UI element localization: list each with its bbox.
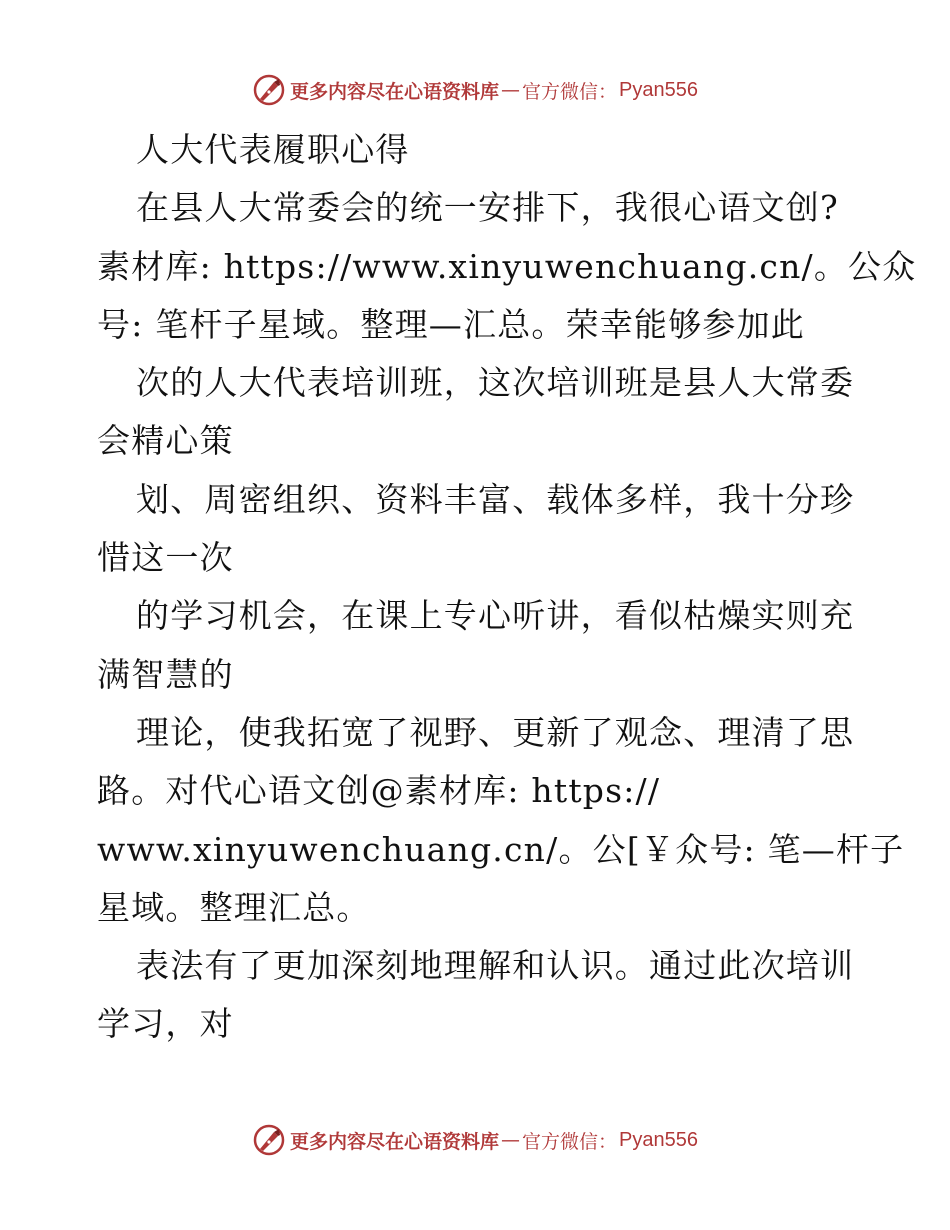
text-line: 划、周密组织、资料丰富、载体多样，我十分珍 [136,479,855,519]
text-line: 理论，使我拓宽了视野、更新了观念、理清了思 [136,712,855,752]
pen-nib-logo-icon [252,73,286,107]
text-line: 号: 笔杆子星域。整理—汇总。荣幸能够参加此 [97,304,806,344]
banner-separator: — [501,79,521,101]
banner-separator: — [501,1129,521,1151]
banner-wechat-label: 官方微信： [522,1130,618,1153]
text-line: 次的人大代表培训班，这次培训班是县人大常委 [136,363,855,403]
banner-wechat-label: 官方微信： [522,80,618,103]
text-line: 素材库: https://www.xinyuwenchuang.cn/。公众 [97,246,917,286]
header-banner [0,70,950,110]
text-line: 的学习机会，在课上专心听讲，看似枯燥实则充 [136,596,855,636]
text-line: www.xinyuwenchuang.cn/。公[￥众号: 笔—杆子 [97,829,905,869]
banner-title: 更多内容尽在心语资料库 [290,80,500,103]
document-title: 人大代表履职心得 [136,130,410,169]
text-line: 学习，对 [97,1004,234,1044]
text-line: 惜这一次 [97,538,234,578]
text-line: 满智慧的 [97,654,234,694]
banner-wechat-id: Pyan556 [619,1128,698,1151]
text-line: 路。对代心语文创@素材库: https:// [97,771,661,811]
text-line: 表法有了更加深刻地理解和认识。通过此次培训 [136,946,855,986]
text-line: 会精心策 [97,421,234,461]
pen-nib-logo-icon [252,1123,286,1157]
document-body [97,121,917,1054]
text-line: 星域。整理汇总。 [97,887,371,927]
footer-banner [0,1120,950,1160]
banner-title: 更多内容尽在心语资料库 [290,1130,500,1153]
banner-wechat-id: Pyan556 [619,78,698,101]
text-line: 在县人大常委会的统一安排下，我很心语文创? [136,188,839,228]
